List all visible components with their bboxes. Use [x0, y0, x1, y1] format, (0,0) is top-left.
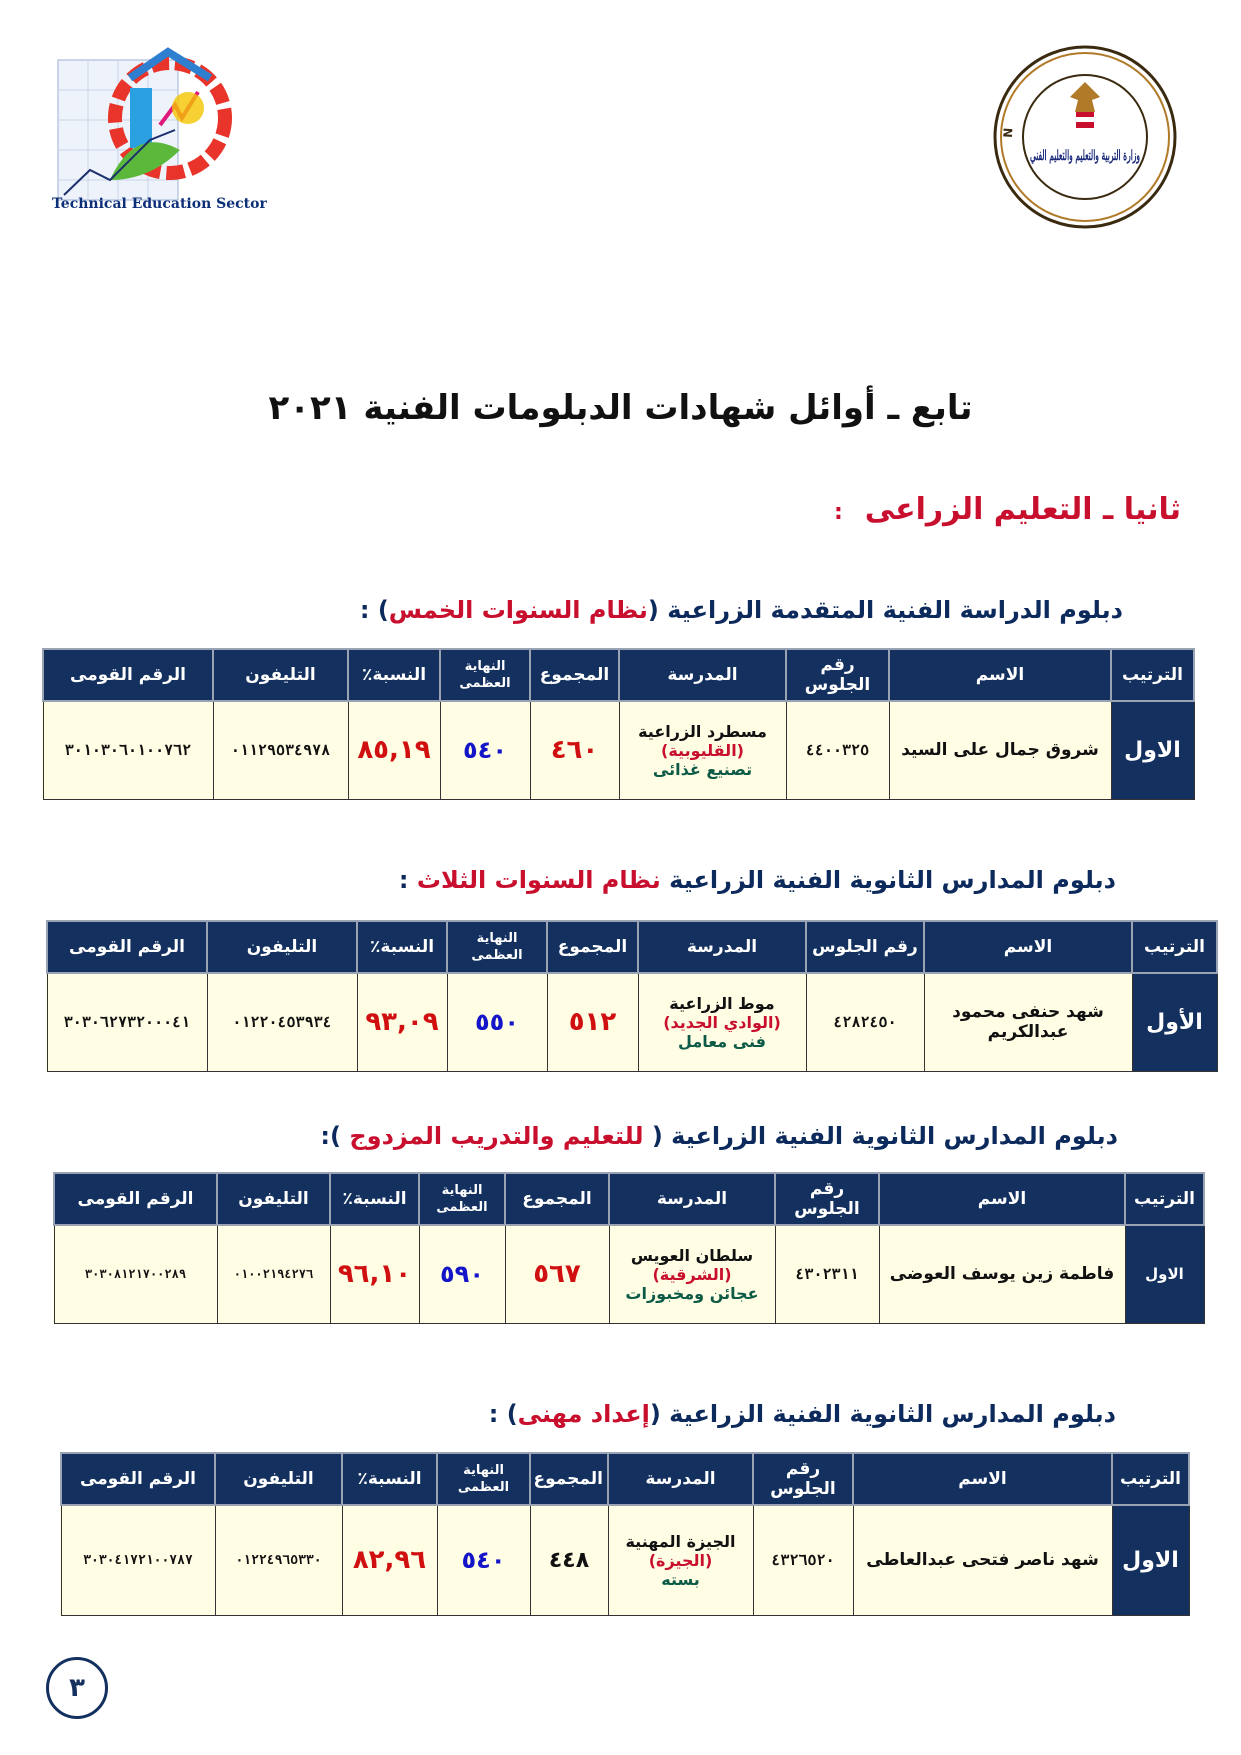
table-header-row — [43, 649, 1194, 701]
max-cell: ٥٩٠ — [419, 1225, 505, 1323]
col-name: الاسم — [879, 1173, 1125, 1225]
name-cell: شهد حنفى محمود عبدالكريم — [924, 973, 1132, 1071]
total-cell: ٥١٢ — [547, 973, 638, 1071]
diploma-title-close: : — [398, 866, 409, 894]
diploma-title-3 — [320, 1122, 1118, 1150]
col-national-id: الرقم القومى — [43, 649, 213, 701]
col-percent: النسبة٪ — [357, 921, 447, 973]
col-max: النهاية العظمى — [440, 649, 530, 701]
percent-cell: ٨٢,٩٦ — [342, 1505, 437, 1615]
school-name: موط الزراعية — [669, 993, 775, 1013]
phone-cell: ٠١٢٢٠٤٥٣٩٣٤ — [207, 973, 357, 1071]
seat-cell: ٤٣٠٢٣١١ — [775, 1225, 879, 1323]
page-number: ٣ — [46, 1657, 108, 1719]
school-cell — [608, 1505, 753, 1615]
rank-cell: الاول — [1111, 701, 1194, 799]
ministry-seal-graphic — [990, 42, 1180, 232]
diploma-title-close: ) : — [359, 596, 389, 624]
table-header-row — [54, 1173, 1204, 1225]
results-table-3 — [53, 1172, 1205, 1324]
results-table-4 — [60, 1452, 1190, 1616]
school-specialization: عجائن ومخبوزات — [625, 1283, 759, 1303]
seat-cell: ٤٤٠٠٣٢٥ — [786, 701, 889, 799]
technical-education-sector-logo — [50, 30, 240, 220]
col-max: النهاية العظمى — [437, 1453, 530, 1505]
school-cell — [609, 1225, 775, 1323]
seat-cell: ٤٣٢٦٥٢٠ — [753, 1505, 853, 1615]
col-phone: التليفون — [207, 921, 357, 973]
col-name: الاسم — [853, 1453, 1112, 1505]
diploma-title-highlight: نظام السنوات الثلاث — [416, 866, 661, 894]
col-percent: النسبة٪ — [342, 1453, 437, 1505]
diploma-title-main: دبلوم الدراسة الفنية المتقدمة الزراعية — [667, 596, 1123, 624]
col-max: النهاية العظمى — [419, 1173, 505, 1225]
logo-caption: Technical Education Sector — [52, 196, 267, 212]
col-percent: النسبة٪ — [348, 649, 440, 701]
page-title: تابع ـ أوائل شهادات الدبلومات الفنية ٢٠٢١ — [268, 388, 973, 428]
total-cell: ٤٤٨ — [530, 1505, 608, 1615]
diploma-title-main: دبلوم المدارس الثانوية الفنية الزراعية — [669, 1400, 1116, 1428]
col-total: المجموع — [530, 649, 619, 701]
diploma-title-main: دبلوم المدارس الثانوية الفنية الزراعية — [671, 1122, 1118, 1150]
col-national-id: الرقم القومى — [54, 1173, 217, 1225]
national-id-cell: ٣٠٣٠٤١٧٢١٠٠٧٨٧ — [61, 1505, 215, 1615]
results-table-2 — [46, 920, 1218, 1072]
percent-cell: ٨٥,١٩ — [348, 701, 440, 799]
col-total: المجموع — [547, 921, 638, 973]
col-school: المدرسة — [638, 921, 806, 973]
school-name: الجيزة المهنية — [625, 1531, 736, 1551]
col-percent: النسبة٪ — [330, 1173, 419, 1225]
rank-cell: الأول — [1132, 973, 1217, 1071]
results-table-1 — [42, 648, 1195, 800]
total-cell: ٤٦٠ — [530, 701, 619, 799]
school-name: مسطرد الزراعية — [638, 721, 767, 741]
diploma-title-highlight: نظام السنوات الخمس — [388, 596, 648, 624]
diploma-title-1 — [360, 596, 1123, 624]
max-cell: ٥٤٠ — [440, 701, 530, 799]
school-governorate: (الجيزة) — [648, 1550, 713, 1570]
max-cell: ٥٥٠ — [447, 973, 547, 1071]
diploma-title-highlight: للتعليم والتدريب المزدوج — [349, 1122, 644, 1150]
col-seat: رقم الجلوس — [786, 649, 889, 701]
school-governorate: (القليوبية) — [661, 740, 744, 760]
col-total: المجموع — [505, 1173, 609, 1225]
school-specialization: تصنيع غذائى — [652, 759, 753, 779]
col-rank: الترتيب — [1111, 649, 1194, 701]
school-governorate: (الوادي الجديد) — [663, 1012, 781, 1032]
table-header-row — [47, 921, 1217, 973]
diploma-title-highlight: إعداد مهنى — [517, 1400, 650, 1428]
phone-cell: ٠١٠٠٢١٩٤٢٧٦ — [217, 1225, 330, 1323]
col-rank: الترتيب — [1132, 921, 1217, 973]
seat-cell: ٤٢٨٢٤٥٠ — [806, 973, 924, 1071]
percent-cell: ٩٦,١٠ — [330, 1225, 419, 1323]
col-rank: الترتيب — [1125, 1173, 1204, 1225]
diploma-title-4 — [489, 1400, 1116, 1428]
rank-cell: الاول — [1112, 1505, 1189, 1615]
diploma-title-main: دبلوم المدارس الثانوية الفنية الزراعية — [669, 866, 1116, 894]
col-national-id: الرقم القومى — [61, 1453, 215, 1505]
max-cell: ٥٤٠ — [437, 1505, 530, 1615]
name-cell: شهد ناصر فتحى عبدالعاطى — [853, 1505, 1112, 1615]
col-school: المدرسة — [609, 1173, 775, 1225]
table-row — [43, 701, 1194, 799]
table-row — [61, 1505, 1189, 1615]
sector-logo-graphic — [50, 30, 240, 220]
phone-cell: ٠١٢٢٤٩٦٥٣٣٠ — [215, 1505, 342, 1615]
school-governorate: (الشرقية) — [652, 1264, 732, 1284]
col-seat: رقم الجلوس — [753, 1453, 853, 1505]
table-header-row — [61, 1453, 1189, 1505]
section-title-text: ثانيا ـ التعليم الزراعى — [864, 492, 1181, 527]
diploma-title-open: ( — [651, 1122, 663, 1150]
rank-cell: الاول — [1125, 1225, 1204, 1323]
percent-cell: ٩٣,٠٩ — [357, 973, 447, 1071]
seal-arabic-text: وزارة التربية والتعليم والتعليم الفني — [1030, 148, 1140, 164]
col-max: النهاية العظمى — [447, 921, 547, 973]
school-cell — [619, 701, 786, 799]
school-specialization: بسته — [661, 1569, 700, 1589]
diploma-title-2 — [399, 866, 1116, 894]
diploma-title-open: ( — [647, 596, 659, 624]
section-title-colon: : — [833, 500, 843, 525]
section-title — [834, 492, 1181, 527]
col-total: المجموع — [530, 1453, 608, 1505]
col-seat: رقم الجلوس — [806, 921, 924, 973]
total-cell: ٥٦٧ — [505, 1225, 609, 1323]
col-school: المدرسة — [608, 1453, 753, 1505]
school-name: سلطان العويس — [630, 1245, 754, 1265]
school-cell — [638, 973, 806, 1071]
col-phone: التليفون — [215, 1453, 342, 1505]
col-rank: الترتيب — [1112, 1453, 1189, 1505]
seal-ring-text: N — [1000, 127, 1016, 139]
table-row — [47, 973, 1217, 1071]
col-name: الاسم — [889, 649, 1111, 701]
school-specialization: فنى معامل — [678, 1031, 766, 1051]
diploma-title-open: ( — [649, 1400, 661, 1428]
diploma-title-close: ): — [320, 1122, 341, 1150]
col-school: المدرسة — [619, 649, 786, 701]
national-id-cell: ٣٠١٠٣٠٦٠١٠٠٧٦٢ — [43, 701, 213, 799]
national-id-cell: ٣٠٣٠٨١٢١٧٠٠٢٨٩ — [54, 1225, 217, 1323]
name-cell: شروق جمال على السيد — [889, 701, 1111, 799]
col-phone: التليفون — [213, 649, 348, 701]
col-seat: رقم الجلوس — [775, 1173, 879, 1225]
diploma-title-close: ) : — [488, 1400, 518, 1428]
table-row — [54, 1225, 1204, 1323]
phone-cell: ٠١١٢٩٥٣٤٩٧٨ — [213, 701, 348, 799]
name-cell: فاطمة زين يوسف العوضى — [879, 1225, 1125, 1323]
col-name: الاسم — [924, 921, 1132, 973]
ministry-seal — [990, 42, 1180, 232]
col-phone: التليفون — [217, 1173, 330, 1225]
col-national-id: الرقم القومى — [47, 921, 207, 973]
national-id-cell: ٣٠٣٠٦٢٧٣٢٠٠٠٤١ — [47, 973, 207, 1071]
